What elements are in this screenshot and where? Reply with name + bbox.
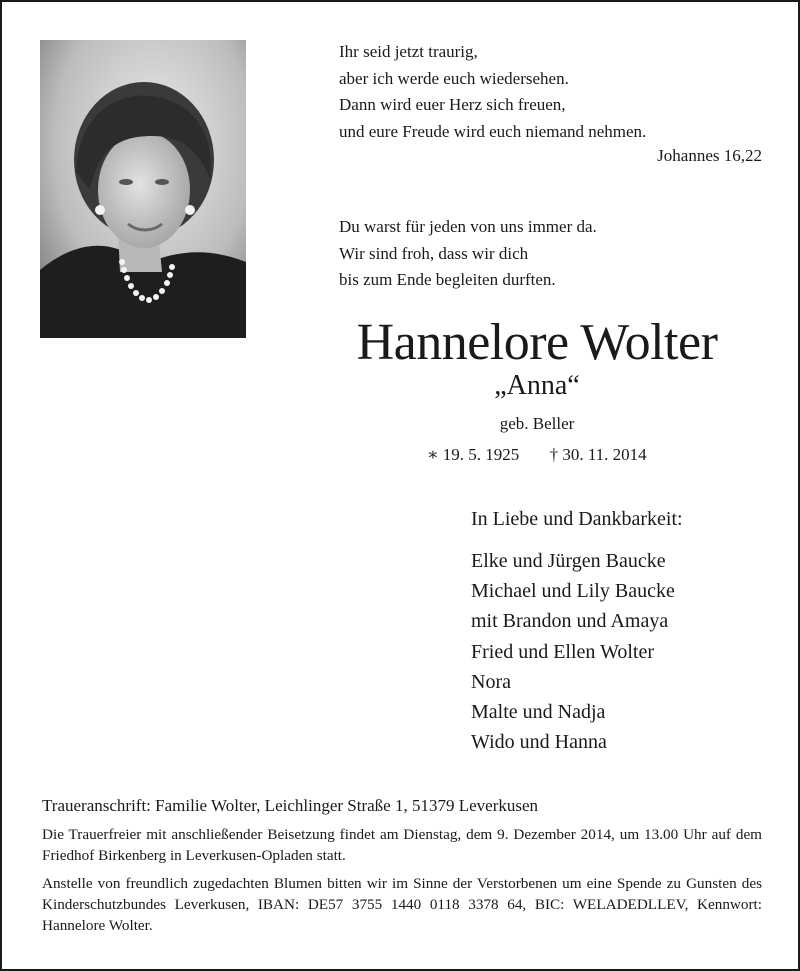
mourner-entry: mit Brandon und Amaya	[471, 610, 669, 633]
portrait-photo	[40, 40, 246, 338]
mourner-entry: Malte und Nadja	[471, 701, 606, 724]
death-date: † 30. 11. 2014	[549, 445, 647, 464]
mourner-entry: Michael und Lily Baucke	[471, 580, 675, 603]
verse-line: aber ich werde euch wiedersehen.	[339, 68, 569, 88]
deceased-name: Hannelore Wolter	[356, 314, 718, 371]
verse-line: Dann wird euer Herz sich freuen,	[339, 95, 566, 114]
mourners-list	[471, 546, 675, 757]
verse-line: Du warst für jeden von uns immer da.	[339, 217, 597, 236]
verse-reference: Johannes 16,22	[657, 146, 762, 165]
verse-line: Wir sind froh, dass wir dich	[339, 243, 529, 263]
bible-verse	[339, 39, 646, 145]
portrait-illustration	[40, 40, 246, 338]
life-dates	[427, 445, 647, 465]
mourner-entry: Elke und Jürgen Baucke	[471, 550, 666, 572]
verse-line: bis zum Ende begleiten durften.	[339, 270, 556, 289]
maiden-name: geb. Beller	[499, 414, 575, 433]
donation-info: Anstelle von freundlich zugedachten Blumen bitten wir im Sinne der Verstorbenen um eine Spende zu Gunsten des Kinderschutzbundes Leverkusen, IBAN: DE57 3755 1440 0118 3378 64, BIC: WELADEDLLEV, Kennwort: Hannelore Wolter.	[42, 875, 762, 934]
deceased-nickname: „Anna“	[494, 370, 580, 401]
mourner-entry: Fried und Ellen Wolter	[471, 640, 654, 663]
verse-line: Ihr seid jetzt traurig,	[339, 42, 478, 61]
mourner-entry: Wido und Hanna	[471, 731, 607, 754]
mourner-entry: Nora	[471, 670, 511, 693]
birth-date: ∗ 19. 5. 1925	[427, 445, 520, 464]
verse-line: und eure Freude wird euch niemand nehmen.	[339, 121, 647, 141]
mourning-address: Traueranschrift: Familie Wolter, Leichlinger Straße 1, 51379 Leverkusen	[42, 796, 539, 815]
personal-verse	[339, 214, 597, 294]
ceremony-info: Die Trauerfreier mit anschließender Beisetzung findet am Dienstag, dem 9. Dezember 2014, um 13.00 Uhr auf dem Friedhof Birkenberg in Leverkusen-Opladen statt.	[42, 826, 762, 864]
mourners-heading: In Liebe und Dankbarkeit:	[471, 508, 683, 530]
